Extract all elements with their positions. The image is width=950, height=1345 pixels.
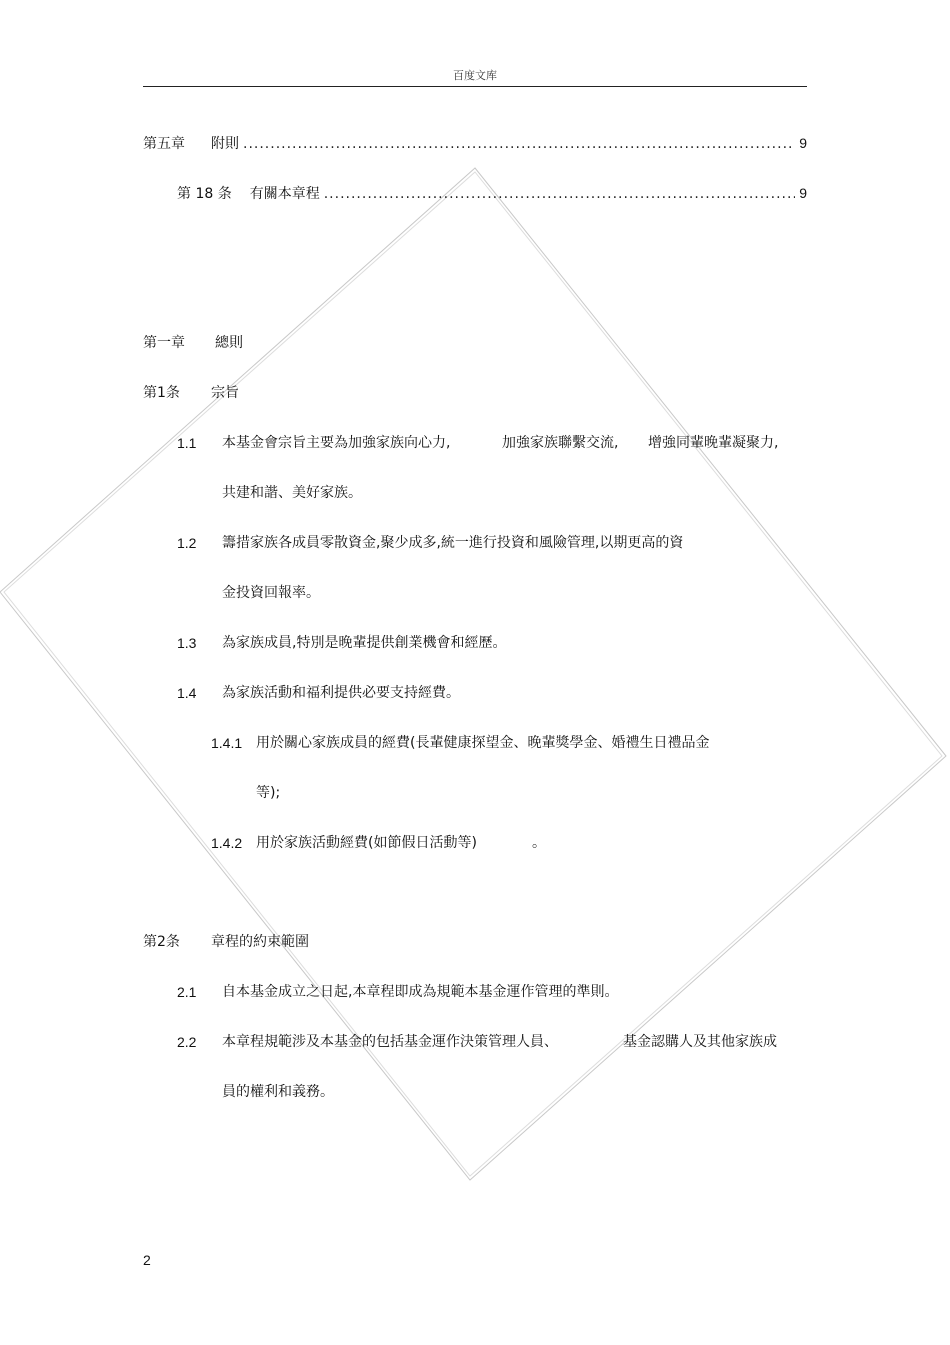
item-text: 為家族成員,特別是晚輩提供創業機會和經歷。	[222, 635, 507, 651]
subitem-text: 用於關心家族成員的經費(長輩健康探望金、晚輩獎學金、婚禮生日禮品金	[256, 735, 710, 751]
subitem-tail: 。	[532, 835, 546, 851]
chapter-label: 第一章	[143, 335, 185, 351]
item-number: 1.2	[177, 535, 197, 551]
article-heading	[143, 932, 309, 952]
item-text: 增強同輩晚輩凝聚力,	[648, 435, 779, 451]
article-label: 第1条	[143, 385, 180, 401]
toc-label: 第五章	[143, 136, 185, 152]
item-text: 籌措家族各成員零散資金,聚少成多,統一進行投資和風險管理,以期更高的資	[222, 535, 684, 551]
article-title: 章程的約束範圍	[211, 934, 309, 950]
item-number: 2.1	[177, 984, 197, 1000]
item-text: 本章程規範涉及本基金的包括基金運作決策管理人員、	[222, 1034, 558, 1050]
item-number: 1.1	[177, 435, 197, 451]
toc-page: 9	[799, 135, 807, 151]
article-title: 宗旨	[211, 385, 239, 401]
page-number: 2	[143, 1252, 151, 1268]
item-text: 自本基金成立之日起,本章程即成為規範本基金運作管理的準則。	[222, 984, 619, 1000]
header-title: 百度文库	[453, 69, 497, 82]
toc-title: 有關本章程	[249, 186, 320, 202]
item-text: 本基金會宗旨主要為加強家族向心力,	[222, 435, 451, 451]
item-text: 金投資回報率。	[222, 585, 320, 601]
chapter-title: 總則	[215, 335, 243, 351]
subitem-text: 等);	[256, 785, 281, 801]
toc-entry[interactable]	[143, 133, 807, 154]
item-text: 基金認購人及其他家族成	[623, 1034, 777, 1050]
toc-label: 第 18 条	[177, 186, 232, 202]
item-number: 2.2	[177, 1034, 197, 1050]
article-heading	[143, 383, 239, 403]
subitem-number: 1.4.1	[211, 735, 243, 751]
toc-page: 9	[799, 185, 807, 201]
item-text: 共建和諧、美好家族。	[222, 485, 362, 501]
item-text: 員的權利和義務。	[222, 1084, 334, 1100]
chapter-heading	[143, 333, 243, 353]
toc-title: 附則	[211, 136, 239, 152]
header-rule	[143, 86, 807, 87]
item-text: 為家族活動和福利提供必要支持經費。	[222, 685, 460, 701]
toc-entry[interactable]	[177, 183, 807, 204]
subitem-number: 1.4.2	[211, 835, 243, 851]
toc-leader	[324, 184, 795, 204]
subitem-text: 用於家族活動經費(如節假日活動等)	[256, 835, 477, 851]
item-number: 1.3	[177, 635, 197, 651]
toc-leader	[243, 134, 795, 154]
article-label: 第2条	[143, 934, 180, 950]
item-number: 1.4	[177, 685, 197, 701]
item-text: 加強家族聯繫交流,	[502, 435, 619, 451]
